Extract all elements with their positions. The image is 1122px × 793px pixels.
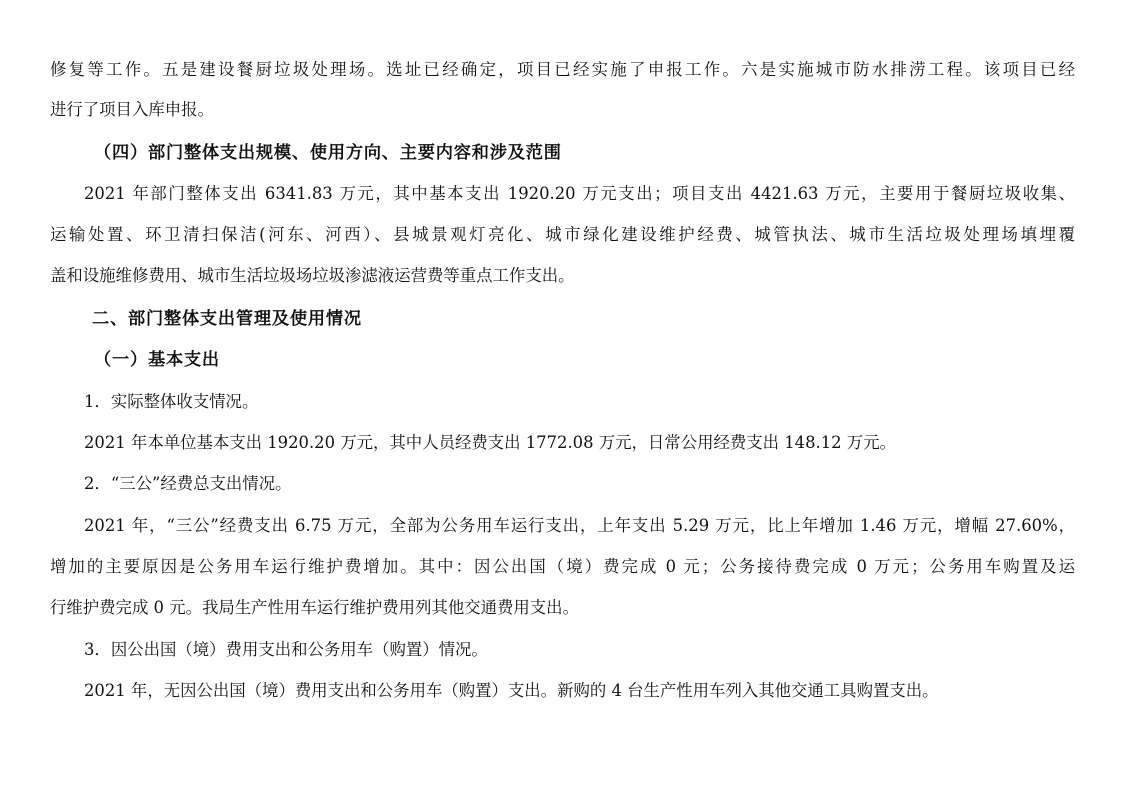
chapter-heading-2: 二、部门整体支出管理及使用情况 bbox=[92, 309, 362, 329]
paragraph-line: 盖和设施维修费用、城市生活垃圾场垃圾渗滤液运营费等重点工作支出。 bbox=[50, 266, 575, 285]
item-heading-2: 2．“三公”经费总支出情况。 bbox=[84, 474, 292, 493]
paragraph-line: 2021 年，无因公出国（境）费用支出和公务用车（购置）支出。新购的 4 台生产性用车列入其他交通工具购置支出。 bbox=[84, 681, 939, 700]
paragraph-line: 修复等工作。五是建设餐厨垃圾处理场。选址已经确定，项目已经实施了申报工作。六是实施城市防水排涝工程。该项目已经 bbox=[50, 60, 1075, 79]
paragraph-line: 进行了项目入库申报。 bbox=[50, 100, 214, 119]
paragraph-line: 2021 年部门整体支出 6341.83 万元，其中基本支出 1920.20 万元支出；项目支出 4421.63 万元，主要用于餐厨垃圾收集、 bbox=[84, 184, 1075, 203]
paragraph-line: 运输处置、环卫清扫保洁(河东、河西）、县城景观灯亮化、城市绿化建设维护经费、城管执法、城市生活垃圾处理场填埋覆 bbox=[50, 225, 1075, 244]
paragraph-line: 2021 年本单位基本支出 1920.20 万元，其中人员经费支出 1772.08 万元，日常公用经费支出 148.12 万元。 bbox=[84, 433, 896, 452]
section-heading-4: （四）部门整体支出规模、使用方向、主要内容和涉及范围 bbox=[94, 143, 562, 163]
item-heading-3: 3．因公出国（境）费用支出和公务用车（购置）情况。 bbox=[84, 640, 488, 659]
paragraph-line: 增加的主要原因是公务用车运行维护费增加。其中：因公出国（境）费完成 0 元；公务接待费完成 0 万元；公务用车购置及运 bbox=[50, 557, 1075, 576]
item-heading-1: 1．实际整体收支情况。 bbox=[84, 392, 259, 411]
paragraph-line: 2021 年，“三公”经费支出 6.75 万元，全部为公务用车运行支出，上年支出 5.29 万元，比上年增加 1.46 万元，增幅 27.60%， bbox=[84, 516, 1075, 535]
paragraph-line: 行维护费完成 0 元。我局生产性用车运行维护费用列其他交通费用支出。 bbox=[50, 598, 579, 617]
section-heading-1: （一）基本支出 bbox=[94, 350, 220, 370]
